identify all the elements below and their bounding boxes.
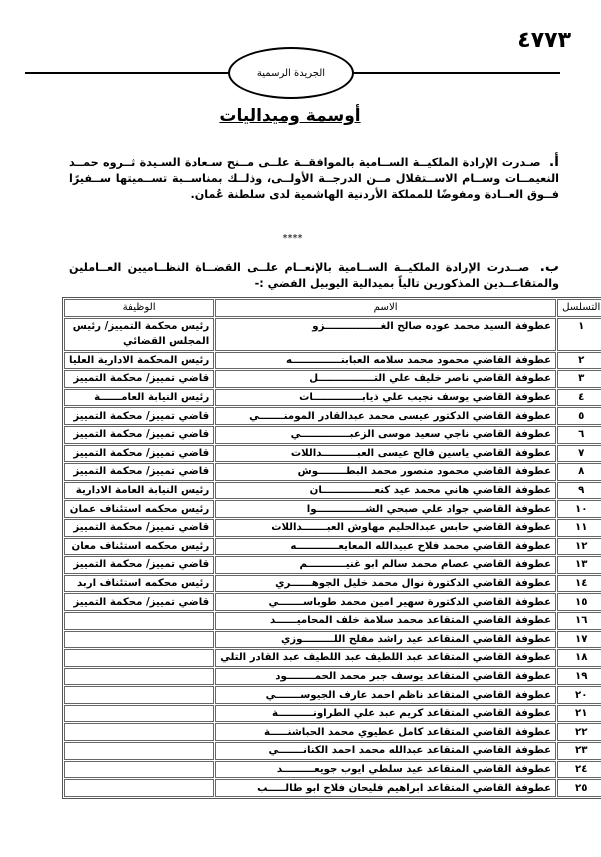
table-row <box>64 463 601 481</box>
paragraph-b-label: ب. <box>539 259 559 275</box>
name-cell: عطوفة القاضي جواد علي صبحي الشــــــــــــــوا <box>215 500 556 518</box>
job-cell: رئيس محكمة التمييز/ رئيس المجلس القضائي <box>64 318 214 351</box>
name-cell: عطوفة القاضي المتقاعد عبدالله محمد احمد الكنانـــــــي <box>215 742 556 760</box>
serial-cell: ١٠ <box>557 500 601 518</box>
name-cell: عطوفة القاضي المتقاعد عيد راشد مفلح اللـــــــــوزي <box>215 631 556 649</box>
table-row <box>64 686 601 704</box>
name-cell: عطوفة القاضي الدكتورة سهير امين محمد طوباســـــــي <box>215 593 556 611</box>
job-cell: رئيس محكمه استئناف عمان <box>64 500 214 518</box>
job-cell <box>64 612 214 630</box>
serial-cell: ٥ <box>557 407 601 425</box>
job-cell: رئيس النيابة العامة الادارية <box>64 482 214 500</box>
serial-cell: ٤ <box>557 389 601 407</box>
job-cell <box>64 631 214 649</box>
table-row <box>64 593 601 611</box>
serial-cell: ٣ <box>557 370 601 388</box>
table-row <box>64 519 601 537</box>
paragraph-a <box>69 154 559 203</box>
job-cell: رئيس محكمه استئناف معان <box>64 538 214 556</box>
table-row <box>64 445 601 463</box>
table-row <box>64 668 601 686</box>
job-cell: قاضي تمييز/ محكمة التمييز <box>64 370 214 388</box>
table-row <box>64 649 601 667</box>
table-row <box>64 482 601 500</box>
job-cell <box>64 649 214 667</box>
serial-cell: ٩ <box>557 482 601 500</box>
name-cell: عطوفة القاضي المتقاعد عيد سلطي ايوب جويعـــــــــد <box>215 761 556 779</box>
table-row <box>64 352 601 370</box>
serial-cell: ١٦ <box>557 612 601 630</box>
table-row <box>64 538 601 556</box>
serial-cell: ١٢ <box>557 538 601 556</box>
serial-cell: ١٤ <box>557 575 601 593</box>
name-cell: عطوفة القاضي الدكتور عيسى محمد عبدالقادر المومنـــــــي <box>215 407 556 425</box>
name-cell: عطوفة القاضي عصام محمد سالم ابو غنيـــــــــــم <box>215 556 556 574</box>
paragraph-b <box>69 259 559 292</box>
name-cell: عطوفة القاضي ناجي سعيد موسى الزعبــــــــــــــي <box>215 426 556 444</box>
job-cell: رئيس النيابة العامــــــة <box>64 389 214 407</box>
table-row <box>64 705 601 723</box>
header-job: الوظيفة <box>64 299 214 317</box>
table-row <box>64 612 601 630</box>
serial-cell: ١٥ <box>557 593 601 611</box>
job-cell: قاضي تمييز/ محكمة التمييز <box>64 445 214 463</box>
name-cell: عطوفة القاضي محمود منصور محمد البطــــــــوش <box>215 463 556 481</box>
job-cell <box>64 705 214 723</box>
serial-cell: ٧ <box>557 445 601 463</box>
serial-cell: ٢ <box>557 352 601 370</box>
job-cell: قاضي تمييز/ محكمة التمييز <box>64 426 214 444</box>
job-cell: قاضي تمييز/ محكمة التمييز <box>64 407 214 425</box>
header-serial: التسلسل <box>557 299 601 317</box>
job-cell <box>64 686 214 704</box>
serial-cell: ٨ <box>557 463 601 481</box>
name-cell: عطوفة القاضي ناصر خليف علي التــــــــــــــــل <box>215 370 556 388</box>
serial-cell: ٢٢ <box>557 723 601 741</box>
serial-cell: ٢٣ <box>557 742 601 760</box>
name-cell: عطوفة القاضي يوسف نجيب علي ذيابــــــــــــــات <box>215 389 556 407</box>
job-cell: قاضي تمييز/ محكمة التمييز <box>64 593 214 611</box>
table-row <box>64 742 601 760</box>
table-row <box>64 723 601 741</box>
separator: **** <box>282 233 303 244</box>
name-cell: عطوفة القاضي هاني محمد عيد كنعـــــــــــــــان <box>215 482 556 500</box>
gazette-seal <box>228 47 354 99</box>
section-title: أوسمة وميداليات <box>219 106 361 126</box>
header-name: الاسم <box>215 299 556 317</box>
name-cell: عطوفة القاضي المتقاعد كامل عطيوي محمد الحباشنـــــة <box>215 723 556 741</box>
serial-cell: ٢٤ <box>557 761 601 779</box>
job-cell: قاضي تمييز/ محكمة التمييز <box>64 556 214 574</box>
medal-recipients-table <box>62 297 601 799</box>
paragraph-b-text: صــدرت الإرادة الملكيــة الســامية بالإنعــام علــى القضــاة النظــاميين العــاملين والمتقاعــدين المذكورين تالياً بميدالية اليوبيل الفضي :- <box>69 261 559 290</box>
paragraph-a-label: أ. <box>548 154 559 170</box>
job-cell: رئيس محكمه استئناف اربد <box>64 575 214 593</box>
serial-cell: ١١ <box>557 519 601 537</box>
table-row <box>64 318 601 351</box>
serial-cell: ٦ <box>557 426 601 444</box>
name-cell: عطوفة القاضي المتقاعد ناظم احمد عارف الجيوســـــــي <box>215 686 556 704</box>
page-number: ٤٧٧٣ <box>517 28 571 53</box>
table-header-row <box>64 299 601 317</box>
name-cell: عطوفة القاضي حابس عبدالحليم مهاوش العبـــــــداللات <box>215 519 556 537</box>
serial-cell: ١٨ <box>557 649 601 667</box>
table-row <box>64 575 601 593</box>
paragraph-a-text: صـدرت الإرادة الملكيــة الســامية بالموافقــة علــى مــنح سـعادة السـيدة ثــروه حمــد النعيمــات وســام الاســتقلال مــن الدرجــة الأولــى، وذلــك بمناســبة تســميتها ســفيرًا فــوق العــادة ومفوضًا للمملكة الأردنية الهاشمية لدى سلطنة عُمان. <box>69 156 559 201</box>
name-cell: عطوفة القاضي محمود محمد سلامه العبابنــــــــــــــه <box>215 352 556 370</box>
table-row <box>64 370 601 388</box>
table-row <box>64 761 601 779</box>
job-cell: قاضي تمييز/ محكمة التمييز <box>64 519 214 537</box>
publication-name: الجريدة الرسمية <box>256 67 326 79</box>
serial-cell: ١٩ <box>557 668 601 686</box>
table-row <box>64 389 601 407</box>
serial-cell: ١ <box>557 318 601 351</box>
table-row <box>64 779 601 797</box>
name-cell: عطوفة القاضي المتقاعد يوسف جبر محمد الحمــــــــود <box>215 668 556 686</box>
serial-cell: ٢٠ <box>557 686 601 704</box>
table-row <box>64 426 601 444</box>
job-cell <box>64 668 214 686</box>
name-cell: عطوفة القاضي ياسين فالح عيسى العبــــــــــداللات <box>215 445 556 463</box>
serial-cell: ٢٥ <box>557 779 601 797</box>
name-cell: عطوفة القاضي المتقاعد ابراهيم فليحان فلاح ابو طالـــــب <box>215 779 556 797</box>
table-row <box>64 407 601 425</box>
table-row <box>64 631 601 649</box>
table-row <box>64 556 601 574</box>
job-cell <box>64 761 214 779</box>
name-cell: عطوفة القاضي المتقاعد عبد اللطيف عبد اللطيف عبد القادر التلي <box>215 649 556 667</box>
job-cell <box>64 779 214 797</box>
job-cell: قاضي تمييز/ محكمة التمييز <box>64 463 214 481</box>
serial-cell: ١٧ <box>557 631 601 649</box>
job-cell: رئيس المحكمة الادارية العليا <box>64 352 214 370</box>
name-cell: عطوفة القاضي محمد فلاح عبيدالله المعايعــــــــــــه <box>215 538 556 556</box>
table-row <box>64 500 601 518</box>
job-cell <box>64 742 214 760</box>
job-cell <box>64 723 214 741</box>
name-cell: عطوفة القاضي الدكتورة نوال محمد خليل الجوهــــــري <box>215 575 556 593</box>
name-cell: عطوفة القاضي المتقاعد محمد سلامة خلف المحاميــــــد <box>215 612 556 630</box>
serial-cell: ٢١ <box>557 705 601 723</box>
name-cell: عطوفة السيد محمد عوده صالح الغــــــــــــــــزو <box>215 318 556 351</box>
serial-cell: ١٣ <box>557 556 601 574</box>
name-cell: عطوفة القاضي المتقاعد كريم عبد علي الطراونــــــــــة <box>215 705 556 723</box>
